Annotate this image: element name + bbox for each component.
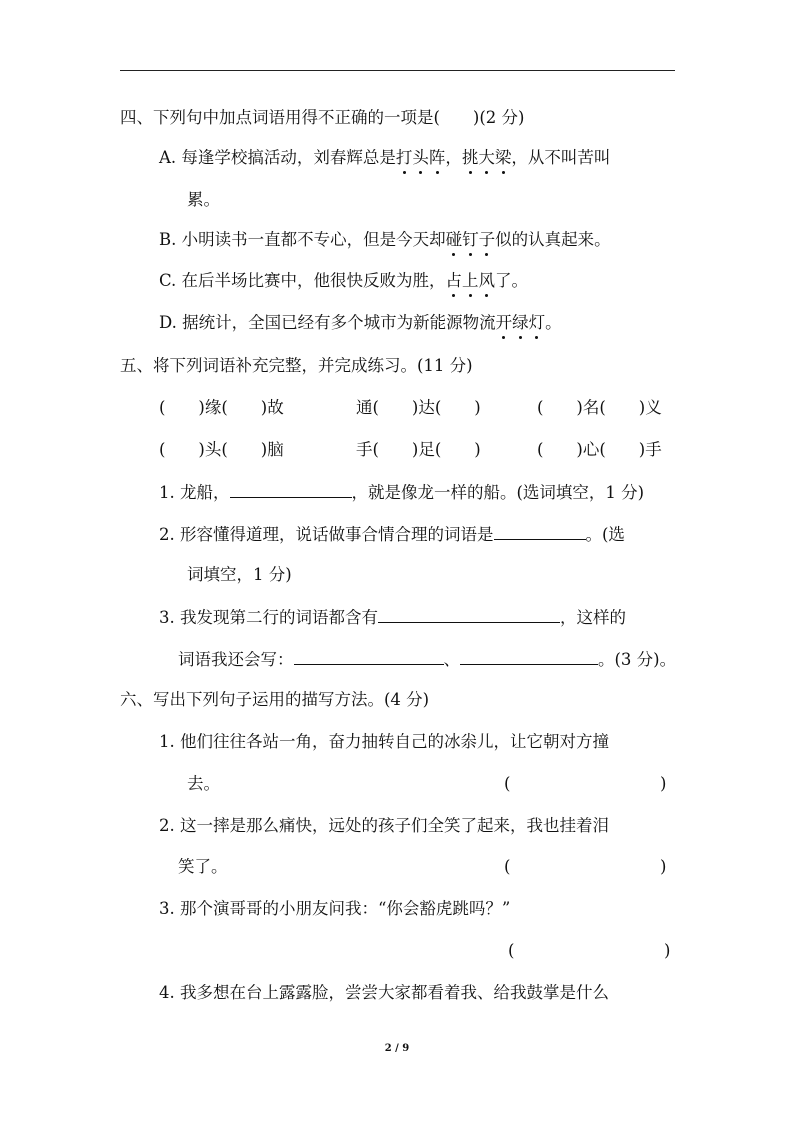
sub-number: 2. (159, 525, 175, 544)
dotted-char: 上 (462, 271, 479, 290)
sub-number: 1. (159, 732, 175, 751)
sub-text: ，这样的 (560, 608, 626, 627)
dotted-char: 风 (478, 271, 496, 290)
option-label: B. (159, 230, 177, 249)
sub-text: 词语我还会写： (178, 650, 294, 669)
q4-title: 四、下列句中加点词语用得不正确的一项是( )(2 分) (120, 108, 525, 127)
answer-paren-open: ( (504, 857, 511, 876)
dotted-char: 梁 (494, 148, 512, 167)
q5-title: 五、将下列词语补充完整，并完成练习。(11 分) (120, 356, 473, 375)
word-blank-6[interactable]: ( )心( )手 (537, 440, 662, 459)
word-blank-2[interactable]: 通( )达( ) (356, 398, 481, 417)
dotted-char: 开 (495, 313, 513, 332)
dotted-char: 挑 (461, 148, 479, 167)
dotted-char: 大 (478, 148, 495, 167)
option-text: ， (445, 148, 462, 167)
dotted-char: 碰 (445, 230, 463, 249)
dotted-char: 子 (478, 230, 496, 249)
dotted-char: 绿 (512, 313, 529, 332)
q6-sub-3 (159, 899, 510, 919)
sub-text: 我发现第二行的词语都含有 (180, 608, 378, 627)
q4-option-c[interactable] (159, 271, 528, 291)
q6-sub-1-cont: 去。 (187, 774, 220, 793)
sub-text: 。(3 分)。 (598, 650, 677, 669)
answer-paren-open: ( (508, 941, 515, 960)
q6-sub-1 (159, 732, 609, 752)
dotted-char: 阵 (428, 148, 446, 167)
answer-paren-close: ) (660, 774, 667, 793)
sub-number: 2. (159, 816, 175, 835)
dotted-char: 灯 (528, 313, 546, 332)
sub-number: 3. (159, 608, 175, 627)
q6-title: 六、写出下列句子运用的描写方法。(4 分) (120, 690, 430, 709)
option-label: C. (159, 271, 177, 290)
q5-sub-3-cont (178, 649, 676, 670)
sub-text: 龙船， (180, 483, 230, 502)
option-label: A. (159, 148, 177, 167)
dotted-char: 打 (395, 148, 413, 167)
sub-number: 4. (159, 983, 175, 1002)
option-text: 了。 (495, 271, 529, 290)
option-text: 据统计，全国已经有多个城市为新能源物流 (182, 313, 496, 332)
sub-number: 3. (159, 899, 175, 918)
word-blank-1[interactable]: ( )缘( )故 (159, 398, 284, 417)
q4-option-b[interactable] (159, 230, 611, 250)
answer-blank[interactable] (460, 649, 598, 665)
q4-option-a-cont: 累。 (187, 190, 220, 209)
answer-blank[interactable] (494, 524, 586, 540)
q5-sub-3 (159, 607, 626, 628)
q5-sub-2-cont: 词填空，1 分) (187, 565, 292, 584)
option-text: 小明读书一直都不专心，但是今天却 (181, 230, 446, 249)
q4-option-a[interactable] (159, 148, 610, 168)
answer-blank[interactable] (230, 482, 352, 498)
sub-text: 、 (443, 650, 460, 669)
option-text: ，从不叫苦叫 (511, 148, 611, 167)
sub-text: 那个演哥哥的小朋友问我：“你会豁虎跳吗？” (180, 899, 511, 918)
sub-text: 他们往往各站一角，奋力抽转自己的冰尜儿，让它朝对方撞 (180, 732, 609, 751)
q5-sub-1 (159, 482, 644, 503)
option-text: 在后半场比赛中，他很快反败为胜， (181, 271, 446, 290)
sub-text: ，就是像龙一样的船。(选词填空，1 分) (351, 483, 645, 502)
option-text: 似的认真起来。 (495, 230, 611, 249)
word-blank-3[interactable]: ( )名( )义 (537, 398, 662, 417)
answer-blank[interactable] (294, 649, 444, 665)
q6-sub-2-cont: 笑了。 (178, 857, 228, 876)
sub-text: 这一摔是那么痛快，远处的孩子们全笑了起来，我也挂着泪 (180, 816, 609, 835)
dotted-char: 占 (445, 271, 463, 290)
word-blank-4[interactable]: ( )头( )脑 (159, 440, 284, 459)
answer-paren-close: ) (660, 857, 667, 876)
answer-paren-open: ( (504, 774, 511, 793)
sub-number: 1. (159, 483, 175, 502)
answer-paren-close: ) (664, 941, 671, 960)
option-text: 每逢学校搞活动，刘春辉总是 (181, 148, 396, 167)
q4-option-d[interactable] (159, 313, 562, 333)
word-blank-5[interactable]: 手( )足( ) (356, 440, 481, 459)
dotted-char: 头 (412, 148, 429, 167)
option-text: 。 (545, 313, 562, 332)
answer-blank[interactable] (378, 607, 560, 623)
q6-sub-4 (159, 983, 609, 1003)
page-number: 2 / 9 (384, 1043, 410, 1054)
q6-sub-2 (159, 816, 609, 836)
sub-text: 。(选 (585, 525, 625, 544)
option-label: D. (159, 313, 177, 332)
dotted-char: 钉 (462, 230, 479, 249)
header-rule (120, 70, 675, 71)
q5-sub-2 (159, 524, 625, 545)
sub-text: 我多想在台上露露脸，尝尝大家都看着我、给我鼓掌是什么 (180, 983, 609, 1002)
sub-text: 形容懂得道理，说话做事合情合理的词语是 (180, 525, 494, 544)
